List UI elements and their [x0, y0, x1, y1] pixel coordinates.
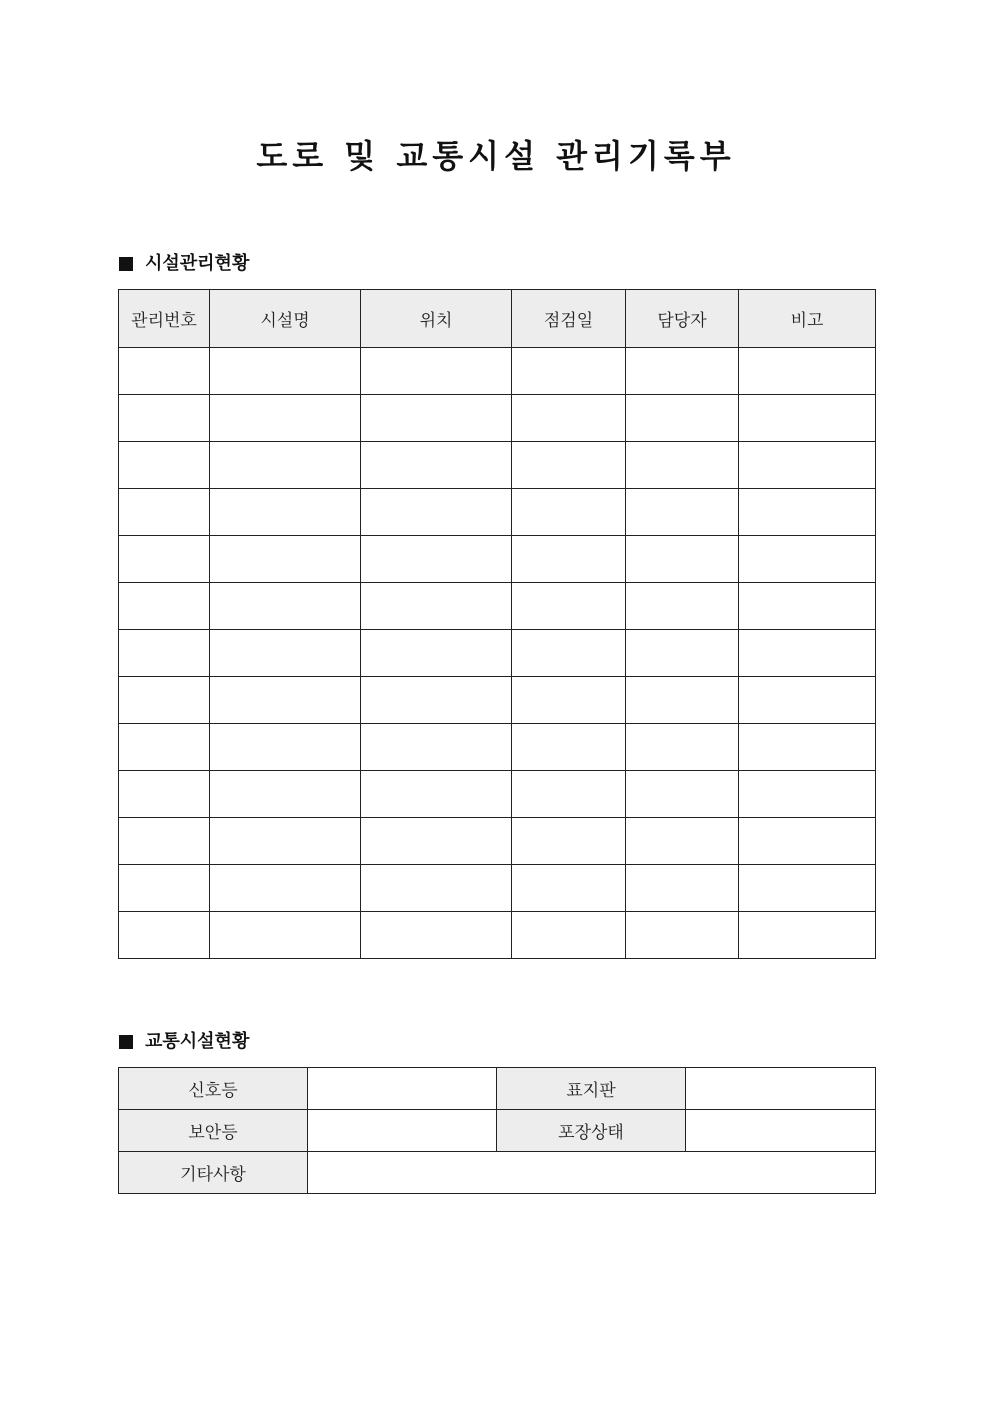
inspection-date-cell[interactable]	[512, 348, 626, 395]
pavement-condition-label: 포장상태	[497, 1110, 686, 1152]
facility-name-cell[interactable]	[210, 536, 361, 583]
location-cell[interactable]	[361, 677, 512, 724]
inspection-date-cell[interactable]	[512, 865, 626, 912]
table-row	[119, 395, 876, 442]
table-row	[119, 1068, 876, 1110]
table-row	[119, 583, 876, 630]
traffic-section-heading	[119, 1030, 249, 1054]
traffic-section-heading-text: 교통시설현황	[145, 1031, 250, 1052]
person-in-charge-cell[interactable]	[626, 583, 739, 630]
other-notes-value-cell[interactable]	[308, 1152, 876, 1194]
traffic-facility-table	[118, 1067, 876, 1194]
remarks-cell[interactable]	[739, 348, 876, 395]
document-title: 도로 및 교통시설 관리기록부	[256, 137, 736, 175]
location-cell[interactable]	[361, 771, 512, 818]
facility-section-heading	[119, 252, 249, 276]
square-bullet-icon	[119, 257, 133, 271]
inspection-date-cell[interactable]	[512, 724, 626, 771]
facility-name-cell[interactable]	[210, 630, 361, 677]
inspection-date-cell[interactable]	[512, 583, 626, 630]
person-in-charge-cell[interactable]	[626, 536, 739, 583]
location-cell[interactable]	[361, 865, 512, 912]
person-in-charge-cell[interactable]	[626, 630, 739, 677]
remarks-cell[interactable]	[739, 912, 876, 959]
facility-name-cell[interactable]	[210, 395, 361, 442]
management-number-cell[interactable]	[119, 583, 210, 630]
remarks-cell[interactable]	[739, 677, 876, 724]
management-number-cell[interactable]	[119, 724, 210, 771]
column-header-management-number: 관리번호	[119, 290, 210, 348]
facility-name-cell[interactable]	[210, 724, 361, 771]
inspection-date-cell[interactable]	[512, 489, 626, 536]
column-header-person-in-charge: 담당자	[626, 290, 739, 348]
table-row	[119, 1152, 876, 1194]
security-light-value-cell[interactable]	[308, 1110, 497, 1152]
management-number-cell[interactable]	[119, 348, 210, 395]
column-header-remarks: 비고	[739, 290, 876, 348]
table-row	[119, 865, 876, 912]
person-in-charge-cell[interactable]	[626, 912, 739, 959]
facility-name-cell[interactable]	[210, 489, 361, 536]
management-number-cell[interactable]	[119, 912, 210, 959]
inspection-date-cell[interactable]	[512, 395, 626, 442]
remarks-cell[interactable]	[739, 818, 876, 865]
inspection-date-cell[interactable]	[512, 536, 626, 583]
management-number-cell[interactable]	[119, 865, 210, 912]
location-cell[interactable]	[361, 442, 512, 489]
location-cell[interactable]	[361, 630, 512, 677]
location-cell[interactable]	[361, 395, 512, 442]
table-row	[119, 489, 876, 536]
table-row	[119, 724, 876, 771]
person-in-charge-cell[interactable]	[626, 724, 739, 771]
location-cell[interactable]	[361, 818, 512, 865]
facility-name-cell[interactable]	[210, 677, 361, 724]
facility-name-cell[interactable]	[210, 583, 361, 630]
person-in-charge-cell[interactable]	[626, 489, 739, 536]
person-in-charge-cell[interactable]	[626, 818, 739, 865]
management-number-cell[interactable]	[119, 677, 210, 724]
traffic-light-value-cell[interactable]	[308, 1068, 497, 1110]
location-cell[interactable]	[361, 724, 512, 771]
inspection-date-cell[interactable]	[512, 771, 626, 818]
inspection-date-cell[interactable]	[512, 630, 626, 677]
remarks-cell[interactable]	[739, 442, 876, 489]
table-row	[119, 912, 876, 959]
table-row	[119, 348, 876, 395]
location-cell[interactable]	[361, 536, 512, 583]
person-in-charge-cell[interactable]	[626, 442, 739, 489]
location-cell[interactable]	[361, 912, 512, 959]
road-sign-value-cell[interactable]	[686, 1068, 876, 1110]
remarks-cell[interactable]	[739, 489, 876, 536]
management-number-cell[interactable]	[119, 818, 210, 865]
location-cell[interactable]	[361, 348, 512, 395]
table-row	[119, 818, 876, 865]
table-row	[119, 536, 876, 583]
person-in-charge-cell[interactable]	[626, 865, 739, 912]
table-row	[119, 442, 876, 489]
table-row	[119, 630, 876, 677]
inspection-date-cell[interactable]	[512, 818, 626, 865]
remarks-cell[interactable]	[739, 536, 876, 583]
inspection-date-cell[interactable]	[512, 912, 626, 959]
facility-name-cell[interactable]	[210, 818, 361, 865]
table-row	[119, 1110, 876, 1152]
management-number-cell[interactable]	[119, 771, 210, 818]
table-row	[119, 771, 876, 818]
management-number-cell[interactable]	[119, 395, 210, 442]
facility-section-heading-text: 시설관리현황	[145, 253, 250, 274]
facility-table-header-row	[119, 290, 876, 348]
person-in-charge-cell[interactable]	[626, 771, 739, 818]
table-row	[119, 677, 876, 724]
square-bullet-icon	[119, 1035, 133, 1049]
facility-name-cell[interactable]	[210, 442, 361, 489]
traffic-light-label: 신호등	[119, 1068, 308, 1110]
location-cell[interactable]	[361, 583, 512, 630]
pavement-condition-value-cell[interactable]	[686, 1110, 876, 1152]
location-cell[interactable]	[361, 489, 512, 536]
facility-management-table	[118, 289, 876, 959]
column-header-facility-name: 시설명	[210, 290, 361, 348]
remarks-cell[interactable]	[739, 865, 876, 912]
remarks-cell[interactable]	[739, 395, 876, 442]
person-in-charge-cell[interactable]	[626, 348, 739, 395]
management-number-cell[interactable]	[119, 536, 210, 583]
security-light-label: 보안등	[119, 1110, 308, 1152]
column-header-inspection-date: 점검일	[512, 290, 626, 348]
road-sign-label: 표지판	[497, 1068, 686, 1110]
inspection-date-cell[interactable]	[512, 677, 626, 724]
person-in-charge-cell[interactable]	[626, 395, 739, 442]
column-header-location: 위치	[361, 290, 512, 348]
remarks-cell[interactable]	[739, 724, 876, 771]
facility-name-cell[interactable]	[210, 771, 361, 818]
facility-table-body	[119, 348, 876, 959]
other-notes-label: 기타사항	[119, 1152, 308, 1194]
person-in-charge-cell[interactable]	[626, 677, 739, 724]
management-number-cell[interactable]	[119, 630, 210, 677]
remarks-cell[interactable]	[739, 583, 876, 630]
facility-name-cell[interactable]	[210, 348, 361, 395]
facility-name-cell[interactable]	[210, 865, 361, 912]
facility-name-cell[interactable]	[210, 912, 361, 959]
remarks-cell[interactable]	[739, 771, 876, 818]
management-number-cell[interactable]	[119, 442, 210, 489]
inspection-date-cell[interactable]	[512, 442, 626, 489]
management-number-cell[interactable]	[119, 489, 210, 536]
remarks-cell[interactable]	[739, 630, 876, 677]
